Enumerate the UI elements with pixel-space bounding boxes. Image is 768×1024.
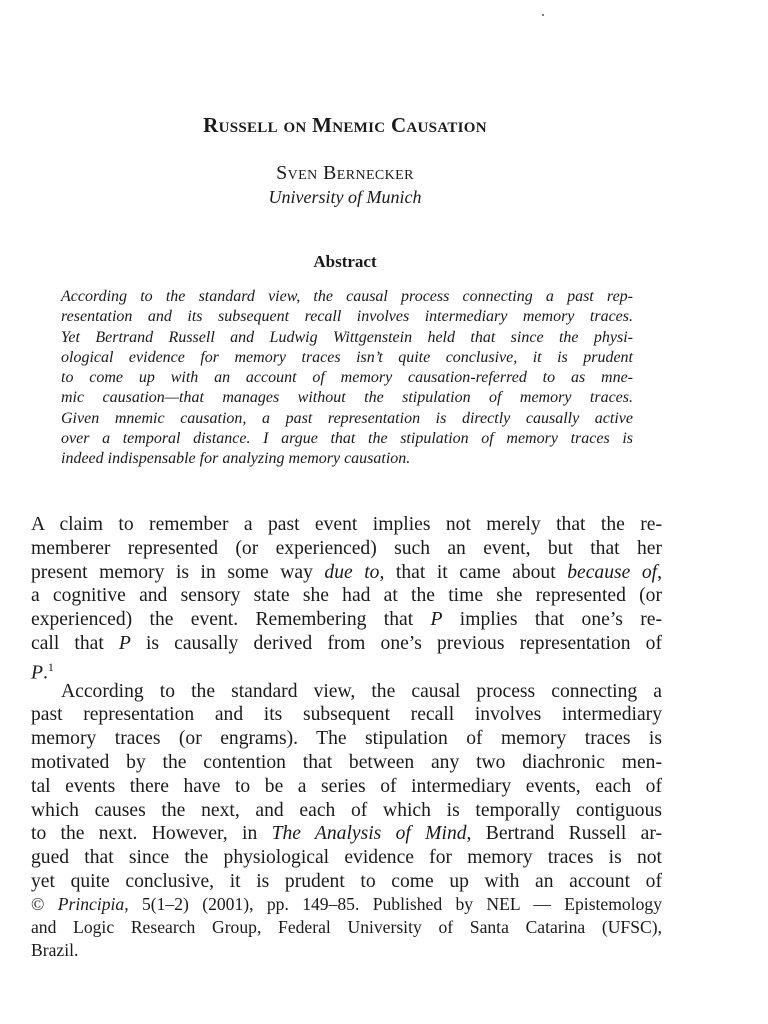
abstract-line: Given mnemic causation, a past representation is directly causally active	[61, 409, 633, 427]
abstract-text	[61, 287, 633, 470]
body-line: A claim to remember a past event implies not merely that the re-	[31, 514, 662, 535]
emphasis: because of	[567, 561, 658, 583]
body-line: According to the standard view, the causal process connecting a	[61, 680, 662, 702]
journal-name: Principia	[57, 894, 125, 914]
footer-line: Brazil.	[31, 940, 79, 961]
text-run: experienced) the event. Remembering that	[31, 609, 431, 631]
abstract-heading: Abstract	[313, 252, 377, 271]
variable-p: P	[430, 609, 443, 631]
body-line: gued that since the physiological evidence for memory traces is not	[31, 847, 662, 869]
abstract-line: Yet Bertrand Russell and Ludwig Wittgenstein held that since the physi-	[61, 328, 633, 346]
footer-line	[31, 893, 662, 916]
text-run: call that	[31, 632, 119, 654]
body-line	[31, 561, 662, 585]
body-line: past representation and its subsequent recall involves intermediary	[31, 704, 662, 726]
footer-line: and Logic Research Group, Federal University of Santa Catarina (UFSC),	[31, 917, 662, 938]
scan-speck	[542, 14, 544, 16]
body-line	[31, 656, 662, 684]
copyright-footer	[31, 893, 662, 963]
body-line	[31, 608, 662, 632]
body-line: which causes the next, and each of which is temporally contiguous	[31, 799, 662, 821]
text-run: to the next. However, in	[31, 823, 272, 845]
text-run: , Bertrand Russell ar-	[466, 823, 662, 845]
text-run: ,	[657, 561, 662, 583]
text-run: implies that one’s re-	[442, 609, 662, 631]
abstract-line: resentation and its subsequent recall involves intermediary memory traces.	[61, 308, 633, 326]
text-run: is causally derived from one’s previous representation of	[130, 632, 662, 654]
body-line	[31, 822, 662, 846]
body-line: a cognitive and sensory state she had at the time she represented (or	[31, 585, 662, 607]
body-line: yet quite conclusive, it is prudent to come up with an account of	[31, 870, 662, 892]
body-text	[31, 513, 662, 894]
text-run: present memory is in some way	[31, 561, 325, 583]
paper-title: Russell on Mnemic Causation	[203, 113, 487, 137]
abstract-line: According to the standard view, the causal process connecting a past rep-	[61, 288, 633, 305]
text-run: , that it came about	[379, 561, 568, 583]
body-line: memberer represented (or experienced) such an event, but that her	[31, 537, 662, 559]
text-run: .	[42, 662, 48, 684]
author-name: Sven Bernecker	[276, 162, 414, 184]
body-line: motivated by the contention that between any two diachronic men-	[31, 751, 662, 773]
abstract-line: over a temporal distance. I argue that the stipulation of memory traces is	[61, 430, 633, 448]
variable-p: P	[31, 662, 43, 684]
author-affiliation: University of Munich	[268, 187, 422, 207]
book-title: The Analysis of Mind	[271, 823, 467, 845]
abstract-line: mic causation—that manages without the stipulation of memory traces.	[61, 389, 633, 407]
body-line: tal events there have to be a series of intermediary events, each of	[31, 775, 662, 797]
abstract-line: indeed indispensable for analyzing memory causation.	[61, 450, 411, 468]
variable-p: P	[118, 632, 131, 654]
emphasis: due to	[324, 561, 380, 583]
abstract-line: to come up with an account of memory causation-referred to as mne-	[61, 369, 633, 387]
copyright-symbol: ©	[31, 894, 45, 914]
body-line	[31, 632, 662, 656]
text-run: , 5(1–2) (2001), pp. 149–85. Published by NEL — Epistemology	[124, 894, 662, 914]
body-line: memory traces (or engrams). The stipulation of memory traces is	[31, 728, 662, 750]
abstract-line: ological evidence for memory traces isn’t quite conclusive, it is prudent	[61, 348, 633, 366]
footnote-mark: 1	[47, 659, 54, 674]
